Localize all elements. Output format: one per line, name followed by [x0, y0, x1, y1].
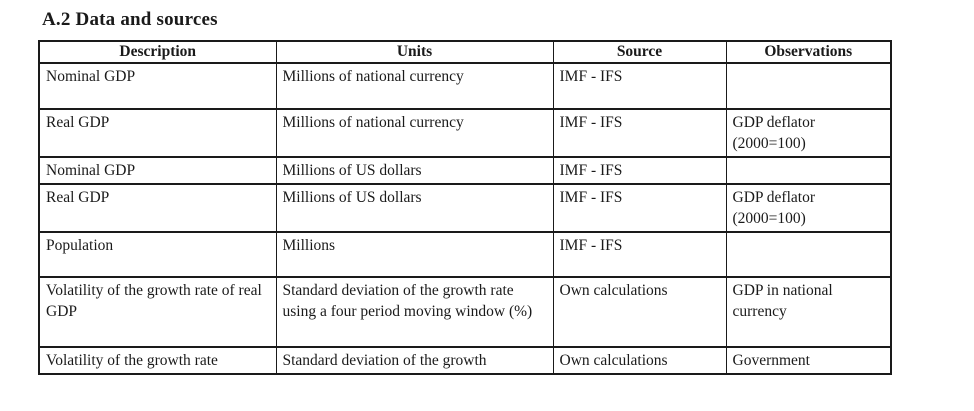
section-title: A.2 Data and sources: [42, 9, 218, 30]
cell-description: Nominal GDP: [39, 63, 276, 109]
cell-description: Volatility of the growth rate: [39, 347, 276, 374]
cell-source: IMF - IFS: [553, 109, 726, 157]
cell-observations: GDP deflator (2000=100): [726, 184, 891, 232]
cell-observations: [726, 157, 891, 184]
cell-description: Real GDP: [39, 184, 276, 232]
cell-units: Millions of US dollars: [276, 157, 553, 184]
cell-observations: [726, 63, 891, 109]
cell-observations: Government: [726, 347, 891, 374]
cell-source: IMF - IFS: [553, 63, 726, 109]
cell-units: Standard deviation of the growth: [276, 347, 553, 374]
cell-source: IMF - IFS: [553, 184, 726, 232]
cell-source: Own calculations: [553, 347, 726, 374]
table-row: [39, 157, 891, 184]
cell-source: IMF - IFS: [553, 157, 726, 184]
table-row: [39, 63, 891, 109]
table-header-row: [39, 41, 891, 63]
cell-description: Population: [39, 232, 276, 277]
column-header-description: Description: [39, 41, 276, 63]
cell-observations: GDP deflator (2000=100): [726, 109, 891, 157]
column-header-source: Source: [553, 41, 726, 63]
cell-source: IMF - IFS: [553, 232, 726, 277]
cell-description: Real GDP: [39, 109, 276, 157]
column-header-units: Units: [276, 41, 553, 63]
cell-description: Nominal GDP: [39, 157, 276, 184]
cell-source: Own calculations: [553, 277, 726, 347]
cell-units: Millions: [276, 232, 553, 277]
cell-observations: [726, 232, 891, 277]
column-header-observations: Observations: [726, 41, 891, 63]
table-row: [39, 109, 891, 157]
table-row: [39, 184, 891, 232]
cell-units: Millions of national currency: [276, 109, 553, 157]
cell-units: Millions of national currency: [276, 63, 553, 109]
table-row: [39, 232, 891, 277]
table-row: [39, 277, 891, 347]
cell-units: Standard deviation of the growth rate using a four period moving window (%): [276, 277, 553, 347]
data-sources-table: [38, 40, 892, 375]
cell-units: Millions of US dollars: [276, 184, 553, 232]
cell-description: Volatility of the growth rate of real GDP: [39, 277, 276, 347]
cell-observations: GDP in national currency: [726, 277, 891, 347]
table-row: [39, 347, 891, 374]
